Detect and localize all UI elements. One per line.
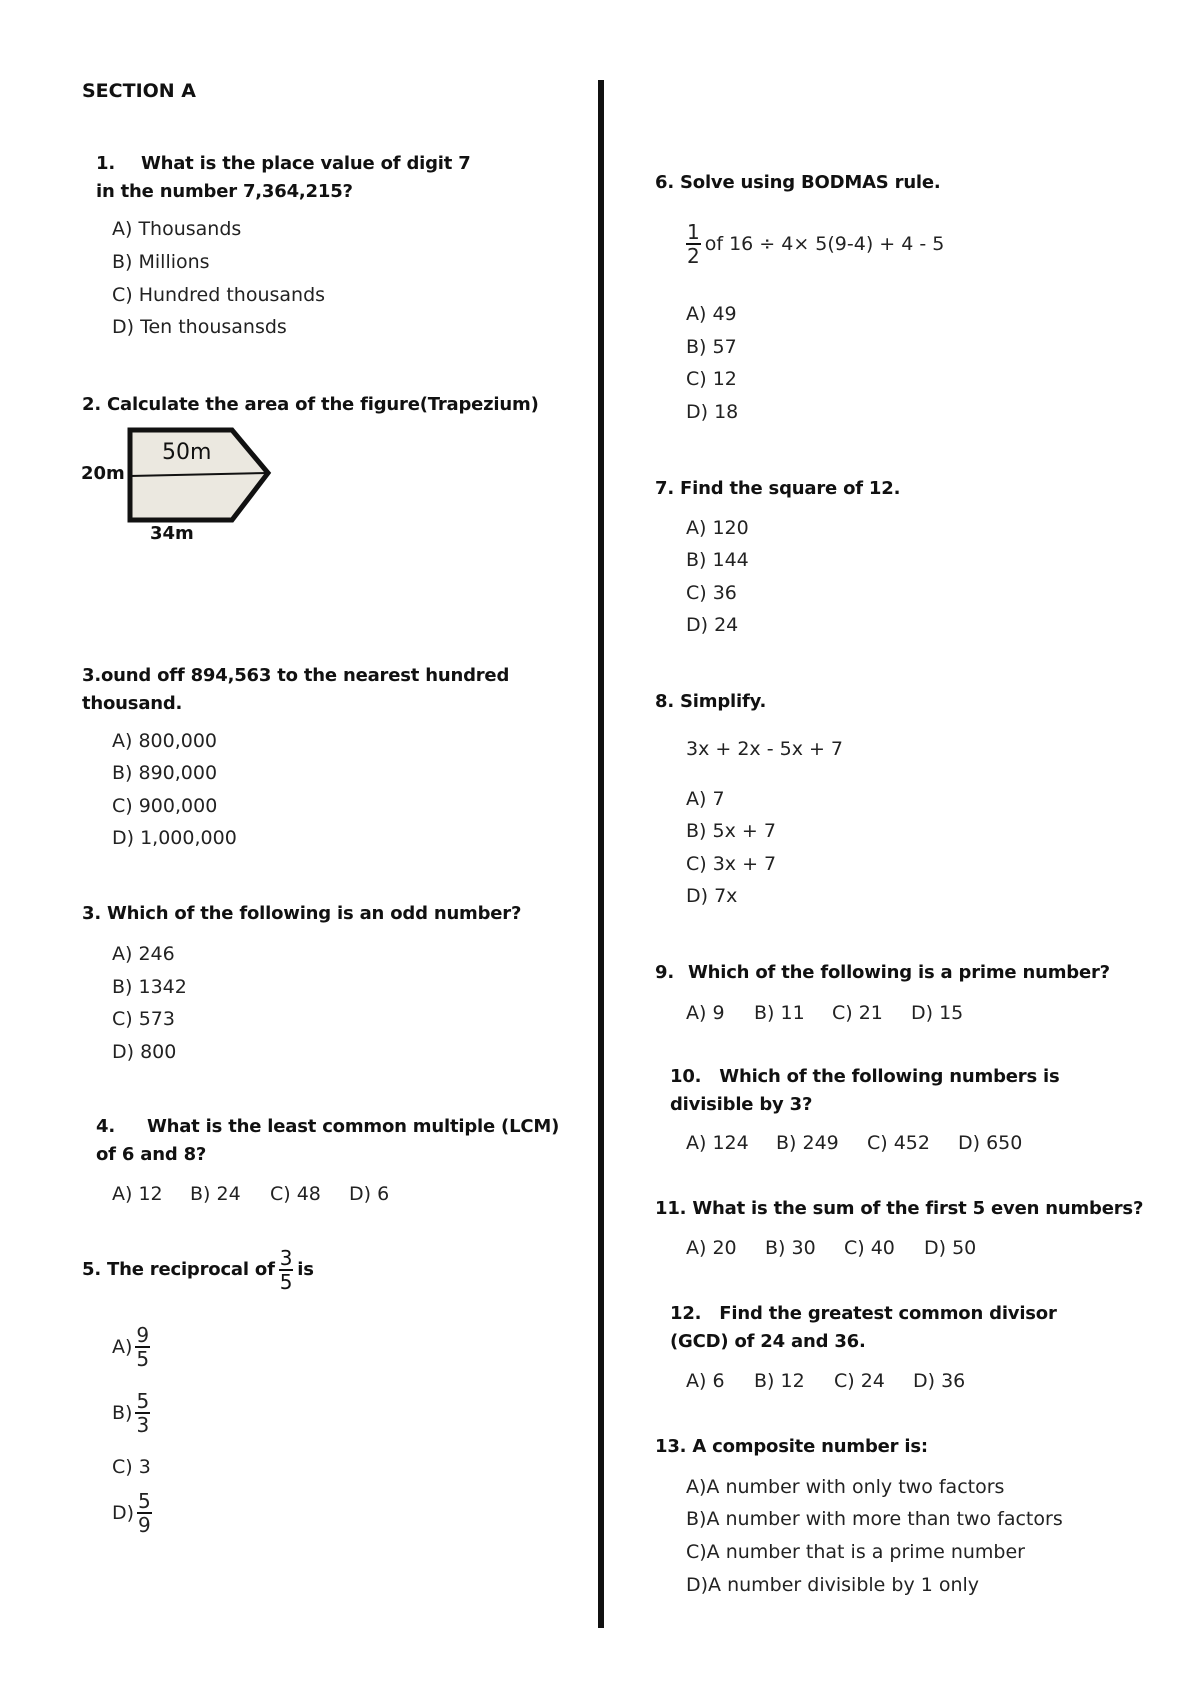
- question-8: 8. Simplify.: [655, 691, 767, 712]
- question-1: [96, 150, 471, 206]
- q8-option-d: D) 7x: [686, 885, 738, 907]
- q11-option-d: D) 50: [924, 1237, 977, 1259]
- q6-expression: [686, 222, 944, 266]
- q6-frac-den: 2: [687, 244, 700, 268]
- q1-option-c: C) Hundred thousands: [112, 284, 326, 306]
- q3a-line1: 3.ound off 894,563 to the nearest hundred: [82, 665, 510, 686]
- q3a-option-b: B) 890,000: [112, 762, 218, 784]
- question-12: [670, 1300, 1057, 1356]
- q6-option-a: A) 49: [686, 303, 737, 325]
- q1-option-d: D) Ten thousansds: [112, 316, 287, 338]
- q4-option-d: D) 6: [349, 1183, 390, 1205]
- q5-optA-fraction: [135, 1325, 150, 1369]
- q6-option-c: C) 12: [686, 368, 737, 390]
- q11-option-a: A) 20: [686, 1237, 737, 1259]
- q3b-option-a: A) 246: [112, 943, 175, 965]
- q4-number: 4.: [96, 1116, 115, 1137]
- q7-option-b: B) 144: [686, 549, 749, 571]
- question-7: 7. Find the square of 12.: [655, 478, 901, 499]
- q10-option-a: A) 124: [686, 1132, 749, 1154]
- column-divider: [598, 80, 604, 1628]
- q9-option-c: C) 21: [832, 1002, 883, 1024]
- q3b-option-c: C) 573: [112, 1008, 175, 1030]
- q5-optD-num: 5: [138, 1489, 151, 1513]
- q11-option-c: C) 40: [844, 1237, 895, 1259]
- question-2: 2. Calculate the area of the figure(Trapezium): [82, 394, 539, 415]
- question-10: [670, 1063, 1060, 1119]
- q10-option-d: D) 650: [958, 1132, 1023, 1154]
- q1-number: 1.: [96, 153, 115, 174]
- q3a-option-c: C) 900,000: [112, 795, 218, 817]
- q5-optA-num: 9: [136, 1323, 150, 1347]
- q7-option-c: C) 36: [686, 582, 737, 604]
- q9-number: 9.: [655, 962, 674, 983]
- q6-fraction: [686, 222, 701, 266]
- q9-option-b: B) 11: [754, 1002, 805, 1024]
- q12-option-b: B) 12: [754, 1370, 805, 1392]
- q4-option-a: A) 12: [112, 1183, 163, 1205]
- q3a-option-d: D) 1,000,000: [112, 827, 237, 849]
- q12-number: 12.: [670, 1303, 702, 1324]
- q1-line2: in the number 7,364,215?: [96, 181, 353, 202]
- q4-option-b: B) 24: [190, 1183, 241, 1205]
- q13-option-d: D)A number divisible by 1 only: [686, 1574, 980, 1596]
- q4-option-c: C) 48: [270, 1183, 321, 1205]
- q5-fraction: [279, 1248, 294, 1292]
- q5-optB-label: B): [112, 1402, 133, 1424]
- q5-frac-num: 3: [279, 1246, 293, 1270]
- q5-optD-label: D): [112, 1502, 135, 1524]
- q5-optD-den: 9: [138, 1513, 151, 1537]
- q12-option-d: D) 36: [913, 1370, 966, 1392]
- q4-line2: of 6 and 8?: [96, 1144, 207, 1165]
- q13-option-c: C)A number that is a prime number: [686, 1541, 1025, 1563]
- question-3-odd: 3. Which of the following is an odd number?: [82, 903, 522, 924]
- q5-suffix: is: [297, 1259, 314, 1280]
- question-3-round: [82, 662, 509, 718]
- q5-optD-fraction: [137, 1491, 152, 1535]
- q10-line2: divisible by 3?: [670, 1094, 813, 1115]
- figure-label-left: 20m: [81, 463, 125, 484]
- q13-option-b: B)A number with more than two factors: [686, 1508, 1063, 1530]
- q5-option-c: C) 3: [112, 1456, 151, 1478]
- q5-prefix: 5. The reciprocal of: [82, 1259, 275, 1280]
- q5-optA-label: A): [112, 1336, 133, 1358]
- q5-option-a: [112, 1325, 150, 1369]
- q6-option-d: D) 18: [686, 401, 739, 423]
- q5-option-d: [112, 1491, 152, 1535]
- q6-expr: of 16 ÷ 4× 5(9-4) + 4 - 5: [704, 233, 945, 255]
- figure-label-top: 50m: [162, 440, 212, 465]
- q1-option-a: A) Thousands: [112, 218, 242, 240]
- q12-line2: (GCD) of 24 and 36.: [670, 1331, 866, 1352]
- question-6: 6. Solve using BODMAS rule.: [655, 172, 941, 193]
- q5-frac-den: 5: [279, 1270, 293, 1294]
- question-13: 13. A composite number is:: [655, 1436, 928, 1457]
- question-9: [655, 959, 1110, 987]
- q4-line1: What is the least common multiple (LCM): [146, 1116, 560, 1137]
- q1-line1: What is the place value of digit 7: [140, 153, 471, 174]
- q12-line1: Find the greatest common divisor: [719, 1303, 1057, 1324]
- q5-optB-fraction: [135, 1391, 150, 1435]
- q10-option-b: B) 249: [776, 1132, 839, 1154]
- q5-optA-den: 5: [136, 1347, 150, 1371]
- q8-option-b: B) 5x + 7: [686, 820, 776, 842]
- q13-option-a: A)A number with only two factors: [686, 1476, 1005, 1498]
- q5-option-b: [112, 1391, 150, 1435]
- q3a-line2: thousand.: [82, 693, 183, 714]
- figure-label-bottom: 34m: [150, 523, 194, 544]
- q10-number: 10.: [670, 1066, 702, 1087]
- q8-expression: 3x + 2x - 5x + 7: [686, 738, 844, 760]
- q5-optB-num: 5: [136, 1389, 150, 1413]
- q8-option-a: A) 7: [686, 788, 725, 810]
- question-5: [82, 1248, 314, 1292]
- q3b-option-d: D) 800: [112, 1041, 177, 1063]
- q10-line1: Which of the following numbers is: [719, 1066, 1060, 1087]
- question-11: 11. What is the sum of the first 5 even numbers?: [655, 1198, 1144, 1219]
- q6-frac-num: 1: [687, 220, 700, 244]
- q9-option-d: D) 15: [911, 1002, 964, 1024]
- q7-option-a: A) 120: [686, 517, 749, 539]
- question-4: [96, 1113, 559, 1169]
- q9-text: Which of the following is a prime number?: [687, 962, 1110, 983]
- q7-option-d: D) 24: [686, 614, 739, 636]
- q1-option-b: B) Millions: [112, 251, 210, 273]
- q8-option-c: C) 3x + 7: [686, 853, 777, 875]
- q12-option-a: A) 6: [686, 1370, 725, 1392]
- q5-optB-den: 3: [136, 1413, 150, 1437]
- q3a-option-a: A) 800,000: [112, 730, 218, 752]
- q3b-option-b: B) 1342: [112, 976, 187, 998]
- q11-option-b: B) 30: [765, 1237, 816, 1259]
- q6-option-b: B) 57: [686, 336, 737, 358]
- q12-option-c: C) 24: [834, 1370, 885, 1392]
- section-title: SECTION A: [82, 80, 197, 102]
- q10-option-c: C) 452: [867, 1132, 930, 1154]
- q9-option-a: A) 9: [686, 1002, 725, 1024]
